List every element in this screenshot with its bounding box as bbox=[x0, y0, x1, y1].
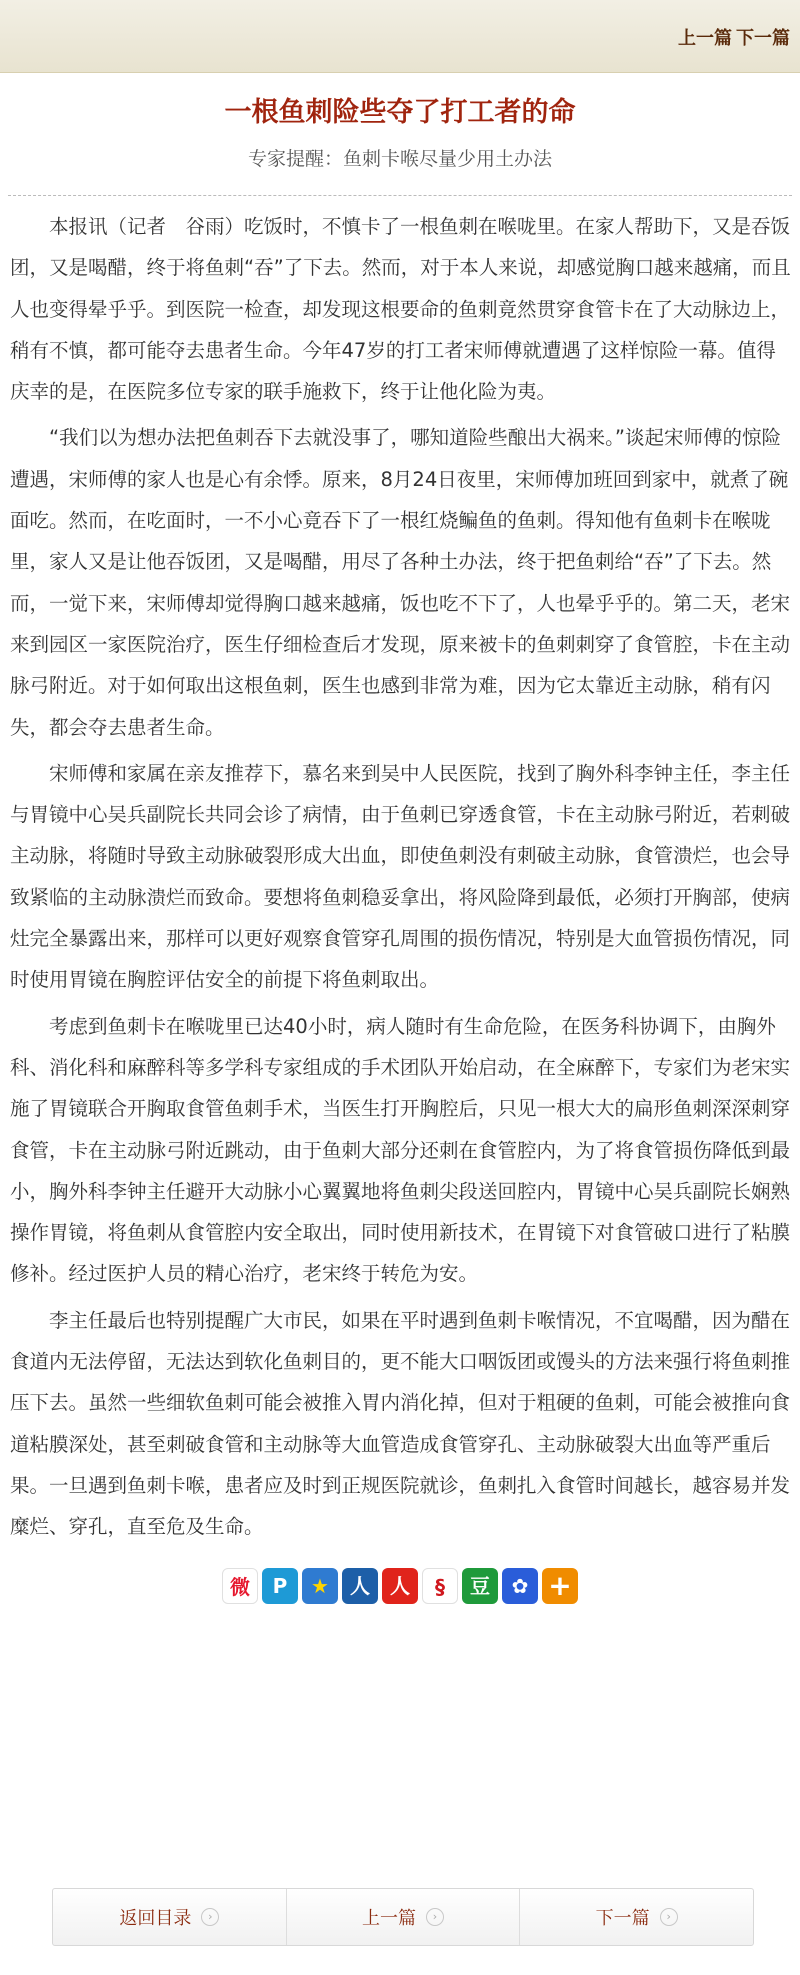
back-to-index-label: 返回目录 bbox=[119, 1908, 192, 1929]
bottom-next-button[interactable] bbox=[520, 1889, 753, 1945]
chevron-right-icon: › bbox=[201, 1908, 219, 1926]
chevron-right-icon: › bbox=[660, 1908, 678, 1926]
weibo-icon[interactable]: 微 bbox=[222, 1568, 258, 1604]
tencent-weibo-icon[interactable]: P bbox=[262, 1568, 298, 1604]
qzone-icon[interactable]: ★ bbox=[302, 1568, 338, 1604]
article-paragraph: 考虑到鱼刺卡在喉咙里已达40小时，病人随时有生命危险，在医务科协调下，由胸外科、消化科和麻醉科等多学科专家组成的手术团队开始启动，在全麻醉下，专家们为老宋实施了胃镜联合开胸取食管鱼刺手术，当医生打开胸腔后，只见一根大大的扁形鱼刺深深刺穿食管，卡在主动脉弓附近跳动，由于鱼刺大部分还刺在食管腔内，为了将食管损伤降低到最小，胸外科李钟主任避开大动脉小心翼翼地将鱼刺尖段送回腔内，胃镜中心吴兵副院长娴熟操作胃镜，将鱼刺从食管腔内安全取出，同时使用新技术，在胃镜下对食管破口进行了粘膜修补。经过医护人员的精心治疗，老宋终于转危为安。 bbox=[10, 1014, 791, 1286]
top-next-link[interactable]: 下一篇 bbox=[736, 28, 790, 49]
bottom-nav bbox=[52, 1888, 754, 1946]
article-paragraph: 本报讯（记者 谷雨）吃饭时，不慎卡了一根鱼刺在喉咙里。在家人帮助下，又是吞饭团，又是喝醋，终于将鱼刺“吞”了下去。然而，对于本人来说，却感觉胸口越来越痛，而且人也变得晕乎乎。到医院一检查，却发现这根要命的鱼刺竟然贯穿食管卡在了大动脉边上，稍有不慎，都可能夺去患者生命。今年47岁的打工者宋师傅就遭遇了这样惊险一幕。值得庆幸的是，在医院多位专家的联手施救下，终于让他化险为夷。 bbox=[10, 215, 791, 404]
article-subtitle: 专家提醒：鱼刺卡喉尽量少用土办法 bbox=[247, 148, 552, 170]
article-paragraph: 李主任最后也特别提醒广大市民，如果在平时遇到鱼刺卡喉情况，不宜喝醋，因为醋在食道内无法停留，无法达到软化鱼刺目的，更不能大口咽饭团或馒头的方法来强行将鱼刺推压下去。虽然一些细软鱼刺可能会被推入胃内消化掉，但对于粗硬的鱼刺，可能会被推向食道粘膜深处，甚至刺破食管和主动脉等大血管造成食管穿孔、主动脉破裂大出血等严重后果。一旦遇到鱼刺卡喉，患者应及时到正规医院就诊，鱼刺扎入食管时间越长，越容易并发糜烂、穿孔，直至危及生命。 bbox=[10, 1308, 791, 1539]
top-prev-link[interactable]: 上一篇 bbox=[678, 28, 732, 49]
back-to-index-button[interactable] bbox=[53, 1889, 287, 1945]
article-body bbox=[0, 196, 800, 1548]
bottom-prev-button[interactable] bbox=[287, 1889, 521, 1945]
renren-icon[interactable]: 人 bbox=[342, 1568, 378, 1604]
sohu-icon[interactable]: § bbox=[422, 1568, 458, 1604]
article-paragraph: “我们以为想办法把鱼刺吞下去就没事了，哪知道险些酿出大祸来。”谈起宋师傅的惊险遭遇，宋师傅的家人也是心有余悸。原来，8月24日夜里，宋师傅加班回到家中，就煮了碗面吃。然而，在吃面时，一不小心竟吞下了一根红烧鳊鱼的鱼刺。得知他有鱼刺卡在喉咙里，家人又是让他吞饭团，又是喝醋，用尽了各种土办法，终于把鱼刺给“吞”了下去。然而，一觉下来，宋师傅却觉得胸口越来越痛，饭也吃不下了，人也晕乎乎的。第二天，老宋来到园区一家医院治疗，医生仔细检查后才发现，原来被卡的鱼刺刺穿了食管腔，卡在主动脉弓附近。对于如何取出这根鱼刺，医生也感到非常为难，因为它太靠近主动脉，稍有闪失，都会夺去患者生命。 bbox=[10, 426, 791, 739]
bottom-next-label: 下一篇 bbox=[595, 1908, 650, 1929]
baidu-icon[interactable]: ✿ bbox=[502, 1568, 538, 1604]
top-nav bbox=[678, 24, 790, 50]
bottom-prev-label: 上一篇 bbox=[362, 1908, 416, 1929]
top-bar bbox=[0, 0, 800, 73]
share-bar bbox=[0, 1568, 800, 1610]
more-share-icon[interactable]: + bbox=[542, 1568, 578, 1604]
article-paragraph: 宋师傅和家属在亲友推荐下，慕名来到吴中人民医院，找到了胸外科李钟主任，李主任与胃镜中心吴兵副院长共同会诊了病情，由于鱼刺已穿透食管，卡在主动脉弓附近，若刺破主动脉，将随时导致主动脉破裂形成大出血，即使鱼刺没有刺破主动脉，食管溃烂，也会导致紧临的主动脉溃烂而致命。要想将鱼刺稳妥拿出，将风险降到最低，必须打开胸部，使病灶完全暴露出来，那样可以更好观察食管穿孔周围的损伤情况，特别是大血管损伤情况，同时使用胃镜在胸腔评估安全的前提下将鱼刺取出。 bbox=[10, 761, 791, 992]
chevron-right-icon: › bbox=[426, 1908, 444, 1926]
article-title: 一根鱼刺险些夺了打工者的命 bbox=[224, 97, 576, 128]
douban-icon[interactable]: 豆 bbox=[462, 1568, 498, 1604]
people-icon[interactable]: 人 bbox=[382, 1568, 418, 1604]
